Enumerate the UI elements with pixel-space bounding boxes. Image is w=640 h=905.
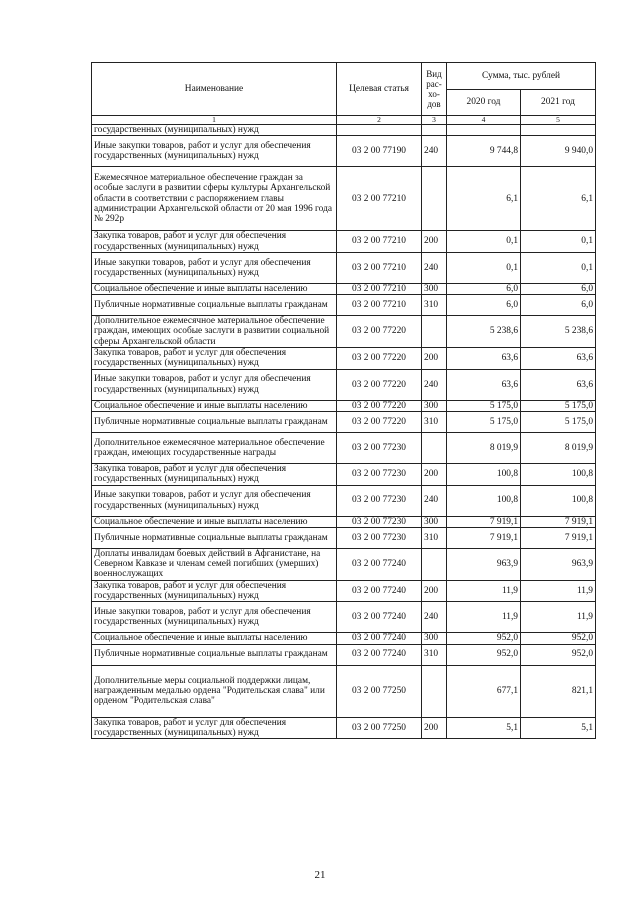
row-name-cell: Доплаты инвалидам боевых действий в Афганистане, на Северном Кавказе и членам семей погибших (умерших) военнослужащих xyxy=(92,548,337,580)
row-expense-type-cell: 240 xyxy=(422,602,447,633)
column-number: 3 xyxy=(422,116,447,125)
row-sum-2020-cell: 7 919,1 xyxy=(447,527,521,548)
row-sum-2020-cell: 5,1 xyxy=(447,717,521,739)
row-expense-type-cell: 310 xyxy=(422,295,447,316)
row-target-article-cell: 03 2 00 77210 xyxy=(337,252,422,283)
table-row xyxy=(92,485,596,516)
row-name-cell: Социальное обеспечение и иные выплаты населению xyxy=(92,400,337,411)
row-target-article-cell: 03 2 00 77220 xyxy=(337,369,422,400)
table-row xyxy=(92,527,596,548)
table-row xyxy=(92,548,596,580)
row-sum-2020-cell: 0,1 xyxy=(447,231,521,253)
row-expense-type-cell xyxy=(422,316,447,348)
row-target-article-cell: 03 2 00 77240 xyxy=(337,633,422,644)
row-name-cell: Иные закупки товаров, работ и услуг для обеспечения государственных (муниципальных) нужд xyxy=(92,485,337,516)
row-sum-2021-cell: 821,1 xyxy=(521,665,596,717)
row-target-article-cell: 03 2 00 77240 xyxy=(337,602,422,633)
row-target-article-cell: 03 2 00 77240 xyxy=(337,548,422,580)
row-expense-type-cell xyxy=(422,432,447,463)
row-expense-type-cell: 240 xyxy=(422,136,447,167)
table-row xyxy=(92,665,596,717)
row-name-cell: Закупка товаров, работ и услуг для обеспечения государственных (муниципальных) нужд xyxy=(92,231,337,253)
table-row xyxy=(92,283,596,294)
row-sum-2021-cell: 6,1 xyxy=(521,167,596,231)
row-sum-2020-cell: 100,8 xyxy=(447,463,521,485)
row-expense-type-cell: 200 xyxy=(422,717,447,739)
budget-table xyxy=(91,62,596,739)
row-sum-2020-cell: 11,9 xyxy=(447,602,521,633)
row-target-article-cell: 03 2 00 77250 xyxy=(337,665,422,717)
row-expense-type-cell: 310 xyxy=(422,527,447,548)
row-expense-type-cell xyxy=(422,548,447,580)
column-number: 1 xyxy=(92,116,337,125)
row-sum-2020-cell: 6,0 xyxy=(447,283,521,294)
row-sum-2020-cell xyxy=(447,125,521,136)
row-sum-2021-cell: 100,8 xyxy=(521,463,596,485)
table-row xyxy=(92,717,596,739)
row-sum-2020-cell: 6,0 xyxy=(447,295,521,316)
row-sum-2020-cell: 8 019,9 xyxy=(447,432,521,463)
table-row xyxy=(92,633,596,644)
row-name-cell: государственных (муниципальных) нужд xyxy=(92,125,337,136)
row-name-cell: Социальное обеспечение и иные выплаты населению xyxy=(92,633,337,644)
row-target-article-cell: 03 2 00 77210 xyxy=(337,167,422,231)
row-sum-2020-cell: 9 744,8 xyxy=(447,136,521,167)
table-row xyxy=(92,125,596,136)
row-sum-2021-cell: 952,0 xyxy=(521,633,596,644)
row-target-article-cell: 03 2 00 77230 xyxy=(337,485,422,516)
row-sum-2021-cell xyxy=(521,125,596,136)
row-expense-type-cell xyxy=(422,125,447,136)
row-target-article-cell: 03 2 00 77230 xyxy=(337,463,422,485)
row-sum-2020-cell: 952,0 xyxy=(447,644,521,665)
row-sum-2021-cell: 6,0 xyxy=(521,295,596,316)
row-sum-2021-cell: 7 919,1 xyxy=(521,527,596,548)
table-row xyxy=(92,516,596,527)
row-target-article-cell: 03 2 00 77240 xyxy=(337,644,422,665)
row-sum-2021-cell: 5 175,0 xyxy=(521,400,596,411)
row-name-cell: Публичные нормативные социальные выплаты гражданам xyxy=(92,527,337,548)
row-target-article-cell: 03 2 00 77220 xyxy=(337,348,422,370)
table-row xyxy=(92,316,596,348)
row-expense-type-cell: 300 xyxy=(422,400,447,411)
table-row xyxy=(92,644,596,665)
row-sum-2021-cell: 6,0 xyxy=(521,283,596,294)
row-target-article-cell: 03 2 00 77230 xyxy=(337,527,422,548)
row-sum-2021-cell: 100,8 xyxy=(521,485,596,516)
table-header xyxy=(92,63,596,125)
header-expense-type: Вид рас-хо-дов xyxy=(422,63,447,116)
row-sum-2020-cell: 677,1 xyxy=(447,665,521,717)
row-name-cell: Дополнительное ежемесячное материальное обеспечение граждан, имеющих особые заслуги в развитии социальной сферы Архангельской области xyxy=(92,316,337,348)
column-number: 4 xyxy=(447,116,521,125)
row-sum-2021-cell: 963,9 xyxy=(521,548,596,580)
row-target-article-cell: 03 2 00 77220 xyxy=(337,411,422,432)
row-expense-type-cell: 240 xyxy=(422,485,447,516)
table-body xyxy=(92,125,596,739)
row-target-article-cell: 03 2 00 77210 xyxy=(337,231,422,253)
table-row xyxy=(92,369,596,400)
row-sum-2021-cell: 8 019,9 xyxy=(521,432,596,463)
row-sum-2021-cell: 952,0 xyxy=(521,644,596,665)
row-target-article-cell: 03 2 00 77240 xyxy=(337,580,422,602)
row-target-article-cell xyxy=(337,125,422,136)
row-name-cell: Закупка товаров, работ и услуг для обеспечения государственных (муниципальных) нужд xyxy=(92,348,337,370)
row-name-cell: Публичные нормативные социальные выплаты гражданам xyxy=(92,295,337,316)
row-name-cell: Иные закупки товаров, работ и услуг для обеспечения государственных (муниципальных) нужд xyxy=(92,136,337,167)
table-row xyxy=(92,580,596,602)
row-expense-type-cell: 200 xyxy=(422,231,447,253)
table-row xyxy=(92,167,596,231)
row-sum-2021-cell: 11,9 xyxy=(521,580,596,602)
row-name-cell: Иные закупки товаров, работ и услуг для обеспечения государственных (муниципальных) нужд xyxy=(92,369,337,400)
table-row xyxy=(92,463,596,485)
row-sum-2020-cell: 7 919,1 xyxy=(447,516,521,527)
row-sum-2021-cell: 5 175,0 xyxy=(521,411,596,432)
row-sum-2021-cell: 9 940,0 xyxy=(521,136,596,167)
row-name-cell: Иные закупки товаров, работ и услуг для обеспечения государственных (муниципальных) нужд xyxy=(92,252,337,283)
header-year-2021: 2021 год xyxy=(521,90,596,116)
column-number-row xyxy=(92,116,596,125)
row-expense-type-cell: 200 xyxy=(422,348,447,370)
row-target-article-cell: 03 2 00 77220 xyxy=(337,316,422,348)
row-sum-2020-cell: 63,6 xyxy=(447,369,521,400)
row-sum-2021-cell: 0,1 xyxy=(521,231,596,253)
row-target-article-cell: 03 2 00 77230 xyxy=(337,516,422,527)
row-name-cell: Публичные нормативные социальные выплаты гражданам xyxy=(92,644,337,665)
row-expense-type-cell: 310 xyxy=(422,644,447,665)
table-row xyxy=(92,602,596,633)
row-expense-type-cell xyxy=(422,167,447,231)
row-sum-2020-cell: 952,0 xyxy=(447,633,521,644)
row-sum-2021-cell: 5,1 xyxy=(521,717,596,739)
row-sum-2020-cell: 63,6 xyxy=(447,348,521,370)
row-sum-2020-cell: 11,9 xyxy=(447,580,521,602)
header-target-article: Целевая статья xyxy=(337,63,422,116)
row-expense-type-cell: 300 xyxy=(422,283,447,294)
row-target-article-cell: 03 2 00 77210 xyxy=(337,295,422,316)
row-expense-type-cell xyxy=(422,665,447,717)
row-name-cell: Закупка товаров, работ и услуг для обеспечения государственных (муниципальных) нужд xyxy=(92,463,337,485)
table-row xyxy=(92,295,596,316)
row-expense-type-cell: 240 xyxy=(422,369,447,400)
header-year-2020: 2020 год xyxy=(447,90,521,116)
row-expense-type-cell: 300 xyxy=(422,516,447,527)
row-name-cell: Социальное обеспечение и иные выплаты населению xyxy=(92,516,337,527)
page-number: 21 xyxy=(314,869,326,881)
table-row xyxy=(92,136,596,167)
row-target-article-cell: 03 2 00 77230 xyxy=(337,432,422,463)
row-name-cell: Закупка товаров, работ и услуг для обеспечения государственных (муниципальных) нужд xyxy=(92,580,337,602)
row-name-cell: Социальное обеспечение и иные выплаты населению xyxy=(92,283,337,294)
row-expense-type-cell: 310 xyxy=(422,411,447,432)
row-sum-2021-cell: 63,6 xyxy=(521,348,596,370)
row-sum-2020-cell: 5 238,6 xyxy=(447,316,521,348)
row-target-article-cell: 03 2 00 77250 xyxy=(337,717,422,739)
table-row xyxy=(92,400,596,411)
header-sum: Сумма, тыс. рублей xyxy=(447,63,596,90)
table-row xyxy=(92,348,596,370)
table-row xyxy=(92,411,596,432)
row-sum-2021-cell: 0,1 xyxy=(521,252,596,283)
row-sum-2020-cell: 100,8 xyxy=(447,485,521,516)
column-number: 5 xyxy=(521,116,596,125)
row-target-article-cell: 03 2 00 77220 xyxy=(337,400,422,411)
row-name-cell: Закупка товаров, работ и услуг для обеспечения государственных (муниципальных) нужд xyxy=(92,717,337,739)
row-name-cell: Дополнительные меры социальной поддержки лицам, награжденным медалью ордена "Родительская слава" или орденом "Родительская слава" xyxy=(92,665,337,717)
header-name: Наименование xyxy=(92,63,337,116)
row-sum-2020-cell: 963,9 xyxy=(447,548,521,580)
row-name-cell: Публичные нормативные социальные выплаты гражданам xyxy=(92,411,337,432)
row-sum-2021-cell: 7 919,1 xyxy=(521,516,596,527)
table-row xyxy=(92,252,596,283)
row-sum-2020-cell: 0,1 xyxy=(447,252,521,283)
row-name-cell: Ежемесячное материальное обеспечение граждан за особые заслуги в развитии сферы культуры Архангельской области в соответствии с распоряжением главы администрации Архангельской области от 20 мая 1996 года № 292р xyxy=(92,167,337,231)
row-expense-type-cell: 300 xyxy=(422,633,447,644)
table-row xyxy=(92,432,596,463)
row-name-cell: Иные закупки товаров, работ и услуг для обеспечения государственных (муниципальных) нужд xyxy=(92,602,337,633)
row-sum-2020-cell: 6,1 xyxy=(447,167,521,231)
row-target-article-cell: 03 2 00 77190 xyxy=(337,136,422,167)
row-sum-2021-cell: 11,9 xyxy=(521,602,596,633)
row-sum-2020-cell: 5 175,0 xyxy=(447,400,521,411)
table-row xyxy=(92,231,596,253)
column-number: 2 xyxy=(337,116,422,125)
row-expense-type-cell: 200 xyxy=(422,463,447,485)
row-sum-2021-cell: 5 238,6 xyxy=(521,316,596,348)
row-target-article-cell: 03 2 00 77210 xyxy=(337,283,422,294)
row-sum-2021-cell: 63,6 xyxy=(521,369,596,400)
row-expense-type-cell: 200 xyxy=(422,580,447,602)
row-name-cell: Дополнительное ежемесячное материальное обеспечение граждан, имеющих государственные награды xyxy=(92,432,337,463)
row-sum-2020-cell: 5 175,0 xyxy=(447,411,521,432)
row-expense-type-cell: 240 xyxy=(422,252,447,283)
